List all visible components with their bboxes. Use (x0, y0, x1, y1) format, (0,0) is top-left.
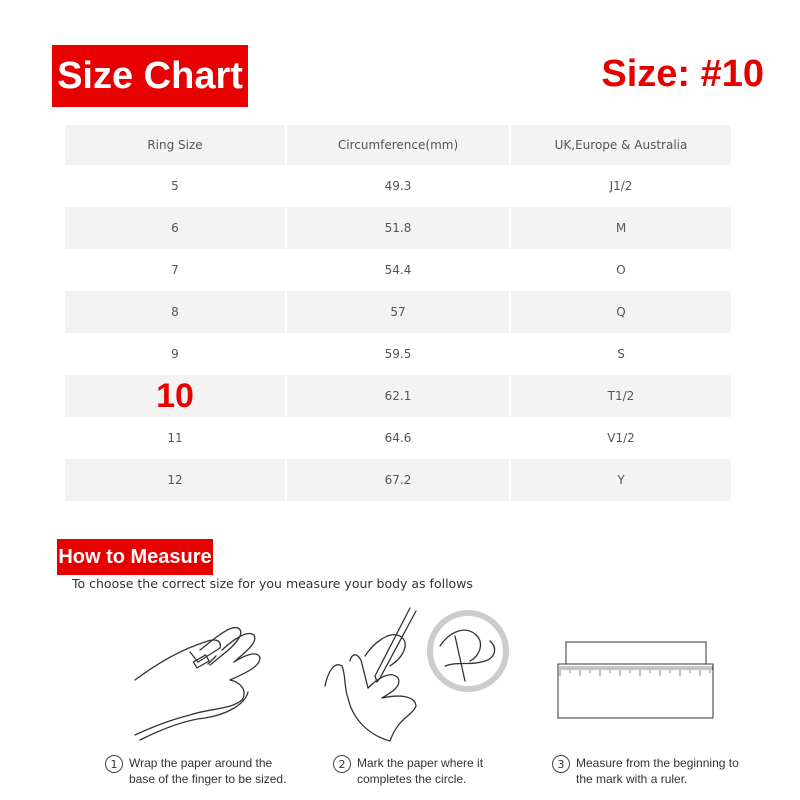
column-header: Ring Size (65, 125, 285, 165)
table-row (65, 459, 731, 501)
step-3 (552, 755, 746, 787)
step-2 (333, 755, 507, 787)
table-cell: S (617, 347, 625, 361)
table-row (65, 417, 731, 459)
table-cell: 6 (65, 207, 285, 249)
table-cell: 51.8 (287, 207, 509, 249)
table-cell: 12 (65, 459, 285, 501)
step-text: Mark the paper where it completes the circle. (357, 756, 484, 786)
table-row (65, 249, 731, 291)
table-row-highlighted (65, 375, 731, 417)
table-row (65, 207, 731, 249)
how-to-measure-intro: To choose the correct size for you measure your body as follows (72, 576, 473, 591)
highlighted-size-cell: 10 (65, 375, 285, 417)
pen-mark-illustration (320, 606, 520, 746)
table-cell: 5 (171, 179, 179, 193)
how-to-measure-title: How to Measure (57, 539, 213, 575)
table-header-row (65, 125, 731, 165)
table-cell: Y (511, 459, 731, 501)
step-text: Wrap the paper around the base of the finger to be sized. (129, 756, 287, 786)
table-cell: V1/2 (607, 431, 635, 445)
column-header: Circumference(mm) (287, 125, 509, 165)
size-chart-title: Size Chart (52, 45, 248, 107)
selected-size-label: Size: #10 (601, 53, 764, 95)
step-1 (105, 755, 299, 787)
table-cell: 59.5 (384, 347, 412, 361)
table-row (65, 333, 731, 375)
table-cell: 62.1 (287, 375, 509, 417)
table-cell: 54.4 (384, 263, 412, 277)
table-row (65, 165, 731, 207)
hand-wrap-illustration (130, 620, 270, 745)
table-cell: J1/2 (609, 179, 633, 193)
ruler-illustration (555, 640, 717, 720)
step-number: 2 (333, 755, 351, 773)
step-text: Measure from the beginning to the mark with a ruler. (576, 756, 739, 786)
step-number: 1 (105, 755, 123, 773)
table-cell: O (616, 263, 626, 277)
table-row (65, 291, 731, 333)
size-table (65, 125, 731, 501)
table-cell: 57 (287, 291, 509, 333)
table-cell: 7 (171, 263, 179, 277)
table-cell: M (511, 207, 731, 249)
column-header: UK,Europe & Australia (511, 125, 731, 165)
table-cell: 9 (171, 347, 179, 361)
table-cell: 8 (65, 291, 285, 333)
table-cell: 64.6 (384, 431, 412, 445)
step-number: 3 (552, 755, 570, 773)
table-cell: 49.3 (384, 179, 412, 193)
table-cell: Q (511, 291, 731, 333)
table-cell: T1/2 (511, 375, 731, 417)
table-cell: 67.2 (287, 459, 509, 501)
table-cell: 11 (167, 431, 183, 445)
